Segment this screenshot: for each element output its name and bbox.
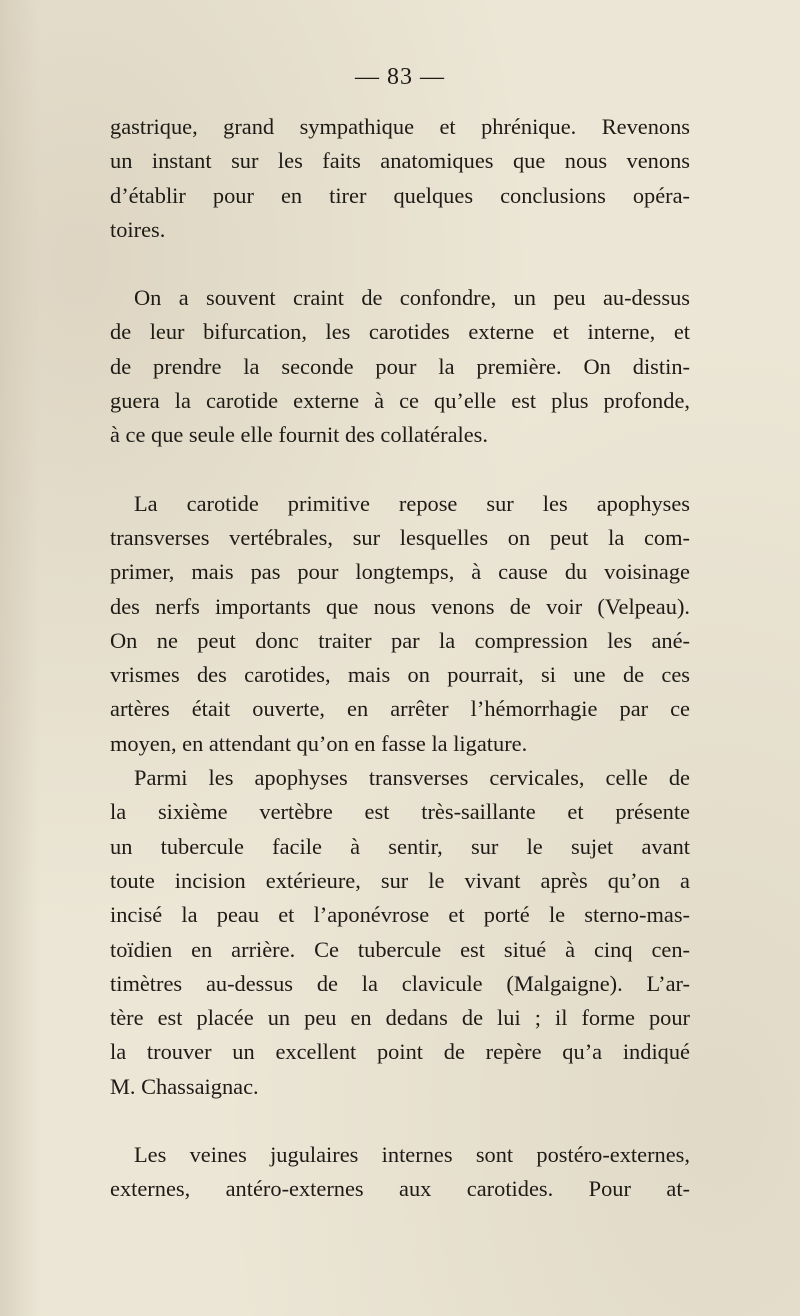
paragraph-5: [110, 1138, 690, 1207]
paragraph-4: [110, 761, 690, 1104]
text-line: des nerfs importants que nous venons de voir (Velpeau).: [110, 593, 690, 619]
paragraph-3: [110, 487, 690, 761]
text-line: Les veines jugulaires internes sont postéro-externes,: [134, 1142, 690, 1168]
text-line: La carotide primitive repose sur les apophyses: [134, 490, 690, 516]
paragraph-gap: [110, 1104, 690, 1138]
text-line: moyen, en attendant qu’on en fasse la ligature.: [110, 730, 528, 756]
text-line: primer, mais pas pour longtemps, à cause du voisinage: [110, 559, 690, 585]
body-text: [110, 110, 690, 1207]
text-line: transverses vertébrales, sur lesquelles on peut la com-: [110, 524, 690, 550]
text-line: timètres au-dessus de la clavicule (Malgaigne). L’ar-: [110, 970, 690, 996]
text-line: d’établir pour en tirer quelques conclusions opéra-: [110, 182, 690, 208]
text-line: toïdien en arrière. Ce tubercule est situé à cinq cen-: [110, 936, 690, 962]
text-line: On ne peut donc traiter par la compression les ané-: [110, 627, 690, 653]
text-line: Parmi les apophyses transverses cervicales, celle de: [134, 765, 690, 791]
paragraph-2: [110, 281, 690, 452]
paragraph-1: [110, 110, 690, 247]
text-line: la trouver un excellent point de repère qu’a indiqué: [110, 1039, 690, 1065]
text-line: toires.: [110, 216, 166, 242]
paragraph-gap: [110, 453, 690, 487]
paragraph-gap: [110, 247, 690, 281]
text-line: artères était ouverte, en arrêter l’hémorrhagie par ce: [110, 696, 690, 722]
text-line: gastrique, grand sympathique et phrénique. Revenons: [110, 114, 690, 139]
text-line: tère est placée un peu en dedans de lui ; il forme pour: [110, 1005, 690, 1031]
page-number: — 83 —: [355, 64, 445, 90]
text-line: toute incision extérieure, sur le vivant après qu’on a: [110, 867, 690, 893]
text-line: un tubercule facile à sentir, sur le sujet avant: [110, 833, 690, 859]
text-line: On a souvent craint de confondre, un peu au-dessus: [134, 285, 690, 311]
text-line: de leur bifurcation, les carotides externe et interne, et: [110, 319, 690, 345]
text-line: la sixième vertèbre est très-saillante et présente: [110, 799, 690, 825]
text-line: à ce que seule elle fournit des collatérales.: [110, 422, 488, 448]
text-line: incisé la peau et l’aponévrose et porté le sterno-mas-: [110, 902, 690, 928]
text-line: M. Chassaignac.: [110, 1073, 259, 1099]
text-line: vrismes des carotides, mais on pourrait, si une de ces: [110, 662, 690, 688]
text-line: un instant sur les faits anatomiques que nous venons: [110, 148, 690, 174]
text-line: de prendre la seconde pour la première. On distin-: [110, 353, 690, 379]
text-line: externes, antéro-externes aux carotides. Pour at-: [110, 1176, 690, 1202]
text-line: guera la carotide externe à ce qu’elle est plus profonde,: [110, 388, 690, 414]
